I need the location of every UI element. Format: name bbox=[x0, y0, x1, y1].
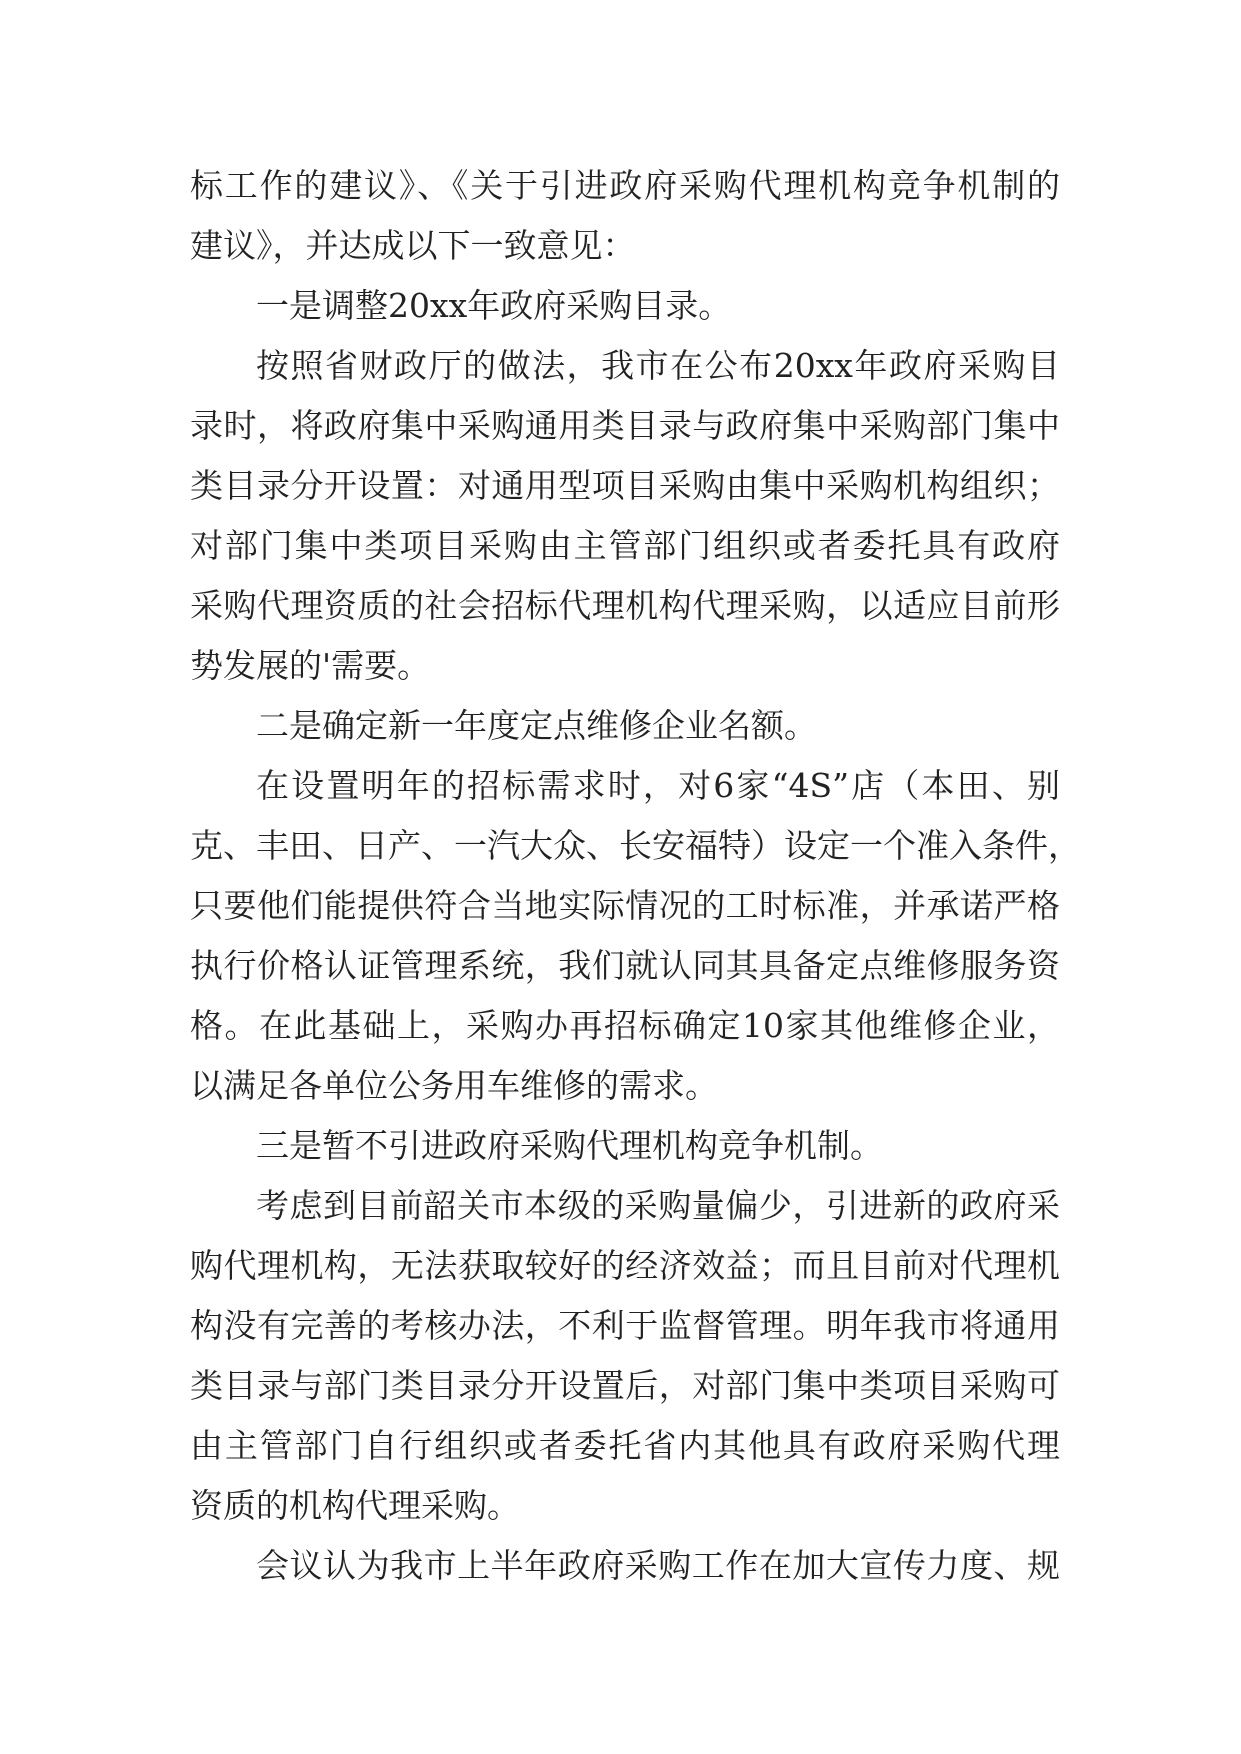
text-line: 类目录与部门类目录分开设置后，对部门集中类项目采购可 bbox=[190, 1366, 1060, 1405]
text-line: 由主管部门自行组织或者委托省内其他具有政府采购代理 bbox=[190, 1426, 1060, 1465]
text-line: 类目录分开设置：对通用型项目采购由集中采购机构组织； bbox=[190, 466, 1060, 505]
text-line: 会议认为我市上半年政府采购工作在加大宣传力度、规 bbox=[256, 1546, 1060, 1585]
text-line: 录时，将政府集中采购通用类目录与政府集中采购部门集中 bbox=[190, 406, 1060, 445]
text-line: 对部门集中类项目采购由主管部门组织或者委托具有政府 bbox=[190, 526, 1060, 565]
text-line: 采购代理资质的社会招标代理机构代理采购，以适应目前形 bbox=[190, 586, 1060, 625]
text-line: 三是暂不引进政府采购代理机构竞争机制。 bbox=[256, 1126, 883, 1165]
text-line: 执行价格认证管理系统，我们就认同其具备定点维修服务资 bbox=[190, 946, 1060, 985]
text-line: 只要他们能提供符合当地实际情况的工时标准，并承诺严格 bbox=[190, 886, 1060, 925]
text-line: 二是确定新一年度定点维修企业名额。 bbox=[256, 706, 817, 745]
text-line: 在设置明年的招标需求时，对6家“4S”店（本田、别 bbox=[256, 766, 1060, 805]
text-line: 势发展的'需要。 bbox=[190, 646, 431, 685]
text-line: 一是调整20xx年政府采购目录。 bbox=[256, 286, 732, 325]
text-line: 资质的机构代理采购。 bbox=[190, 1486, 520, 1525]
text-line: 考虑到目前韶关市本级的采购量偏少，引进新的政府采 bbox=[256, 1186, 1060, 1225]
text-line: 格。在此基础上，采购办再招标确定10家其他维修企业， bbox=[190, 1006, 1060, 1045]
text-line: 克、丰田、日产、一汽大众、长安福特）设定一个准入条件， bbox=[190, 826, 1081, 865]
text-line: 购代理机构，无法获取较好的经济效益；而且目前对代理机 bbox=[190, 1246, 1060, 1285]
text-line: 标工作的建议》、《关于引进政府采购代理机构竞争机制的 bbox=[190, 166, 1060, 205]
text-line: 建议》，并达成以下一致意见： bbox=[190, 226, 636, 265]
text-line: 构没有完善的考核办法，不利于监督管理。明年我市将通用 bbox=[190, 1306, 1060, 1345]
text-line: 按照省财政厅的做法，我市在公布20xx年政府采购目 bbox=[256, 346, 1060, 385]
document-body bbox=[190, 156, 1081, 1596]
text-line: 以满足各单位公务用车维修的需求。 bbox=[190, 1066, 718, 1105]
